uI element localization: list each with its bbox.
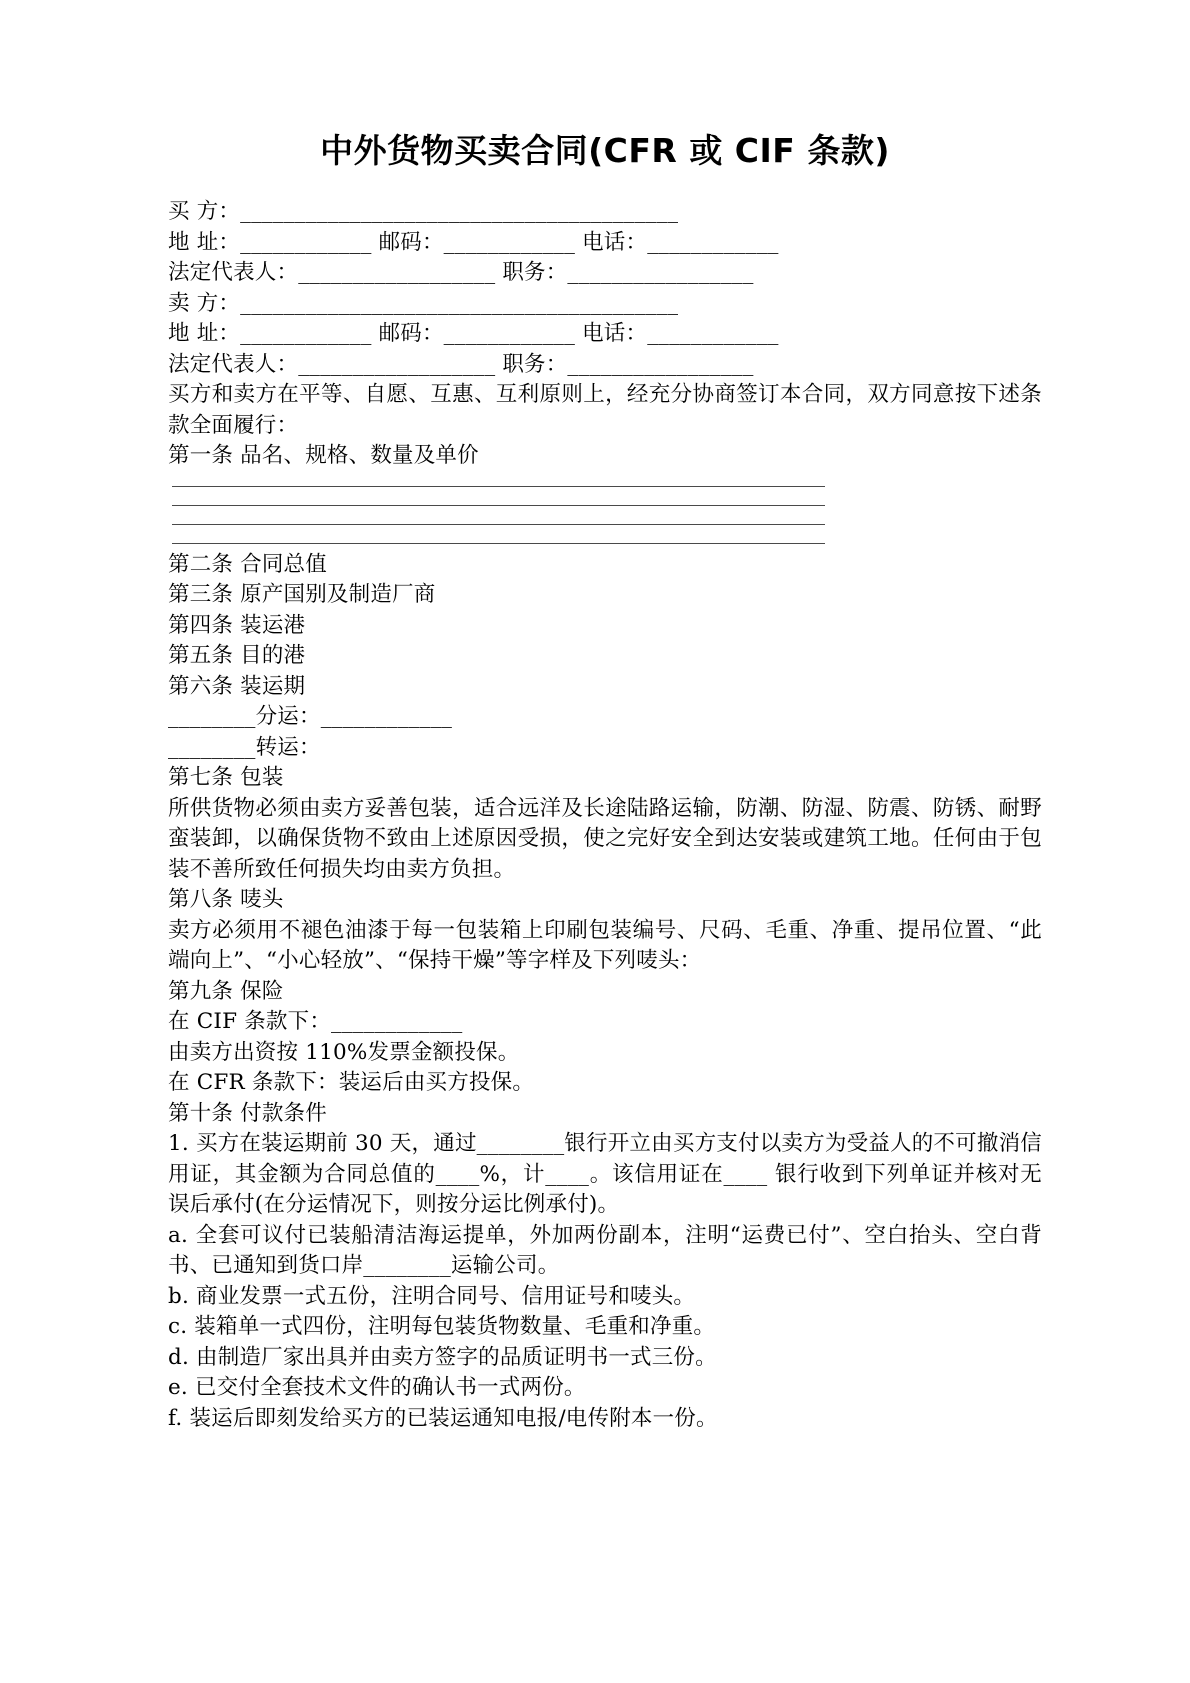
clause-10-item-1[interactable]: 1. 买方在装运期前 30 天，通过________银行开立由买方支付以卖方为受益人的不可撤消信用证，其金额为合同总值的____%，计____。该信用证在____ 银行收到下列单证并核对无误后承付(在分运情况下，则按分运比例承付)。: [168, 1131, 1042, 1218]
clause-7-heading: 第七条 包装: [168, 765, 284, 791]
clause-6-heading: 第六条 装运期: [168, 673, 306, 699]
clause-10-item-f: f. 装运后即刻发给买方的已装运通知电报/电传附本一份。: [168, 1405, 718, 1431]
clause-4-heading: 第四条 装运港: [168, 612, 306, 638]
clause-8-body: 卖方必须用不褪色油漆于每一包装箱上印刷包装编号、尺码、毛重、净重、提吊位置、“此端向上”、“小心轻放”、“保持干燥”等字样及下列唛头：: [168, 917, 1042, 974]
clause-9-cfr-line: 在 CFR 条款下：装运后由买方投保。: [168, 1070, 535, 1096]
clause-10-item-b: b. 商业发票一式五份，注明合同号、信用证号和唛头。: [168, 1283, 696, 1309]
clause-9-cif-line[interactable]: 在 CIF 条款下：____________: [168, 1009, 463, 1035]
seller-label: 卖 方：: [168, 290, 241, 316]
clause-3-heading: 第三条 原产国别及制造厂商: [168, 582, 436, 608]
clause-8-heading: 第八条 唛头: [168, 887, 284, 913]
blank-rule[interactable]: [172, 505, 825, 506]
buyer-blank[interactable]: ________________________________________: [240, 199, 679, 225]
preamble-paragraph: 买方和卖方在平等、自愿、互惠、互利原则上，经充分协商签订本合同，双方同意按下述条款全面履行：: [168, 382, 1042, 438]
clause-1-blank-rules: [168, 486, 1042, 544]
clause-10-heading: 第十条 付款条件: [168, 1100, 327, 1126]
clause-10-item-d: d. 由制造厂家出具并由卖方签字的品质证明书一式三份。: [168, 1344, 717, 1370]
clause-9-cif-note: 由卖方出资按 110%发票金额投保。: [168, 1039, 520, 1065]
clause-2-heading: 第二条 合同总值: [168, 551, 327, 577]
page-title: 中外货物买卖合同(CFR 或 CIF 条款): [320, 131, 890, 170]
seller-representative-line[interactable]: 法定代表人：__________________ 职务：_________________: [168, 351, 754, 377]
clause-1-heading: 第一条 品名、规格、数量及单价: [168, 443, 479, 469]
clause-6-partial-shipment-line[interactable]: ________分运：____________: [168, 704, 453, 730]
blank-rule[interactable]: [172, 486, 825, 487]
seller-address-line[interactable]: 地 址：____________ 邮码：____________ 电话：____________: [168, 321, 779, 347]
clause-10-item-c: c. 装箱单一式四份，注明每包装货物数量、毛重和净重。: [168, 1314, 716, 1340]
buyer-representative-line[interactable]: 法定代表人：__________________ 职务：_________________: [168, 260, 754, 286]
clause-7-body: 所供货物必须由卖方妥善包装，适合远洋及长途陆路运输，防潮、防湿、防震、防锈、耐野蛮装卸，以确保货物不致由上述原因受损，使之完好安全到达安装或建筑工地。任何由于包装不善所致任何损失均由卖方负担。: [168, 795, 1042, 882]
clause-6-transshipment-line[interactable]: ________转运：: [168, 734, 321, 760]
blank-rule[interactable]: [172, 543, 825, 544]
seller-blank[interactable]: ________________________________________: [240, 290, 679, 316]
seller-name-line: [168, 289, 1042, 320]
buyer-name-line: [168, 197, 1042, 228]
buyer-address-line[interactable]: 地 址：____________ 邮码：____________ 电话：____________: [168, 229, 779, 255]
clause-10-item-e: e. 已交付全套技术文件的确认书一式两份。: [168, 1375, 586, 1401]
clause-5-heading: 第五条 目的港: [168, 643, 306, 669]
blank-rule[interactable]: [172, 524, 825, 525]
clause-10-item-a[interactable]: a. 全套可议付已装船清洁海运提单，外加两份副本，注明“运费已付”、空白抬头、空白背书、已通知到货口岸________运输公司。: [168, 1222, 1042, 1279]
clause-9-heading: 第九条 保险: [168, 978, 284, 1004]
buyer-label: 买 方：: [168, 199, 241, 225]
